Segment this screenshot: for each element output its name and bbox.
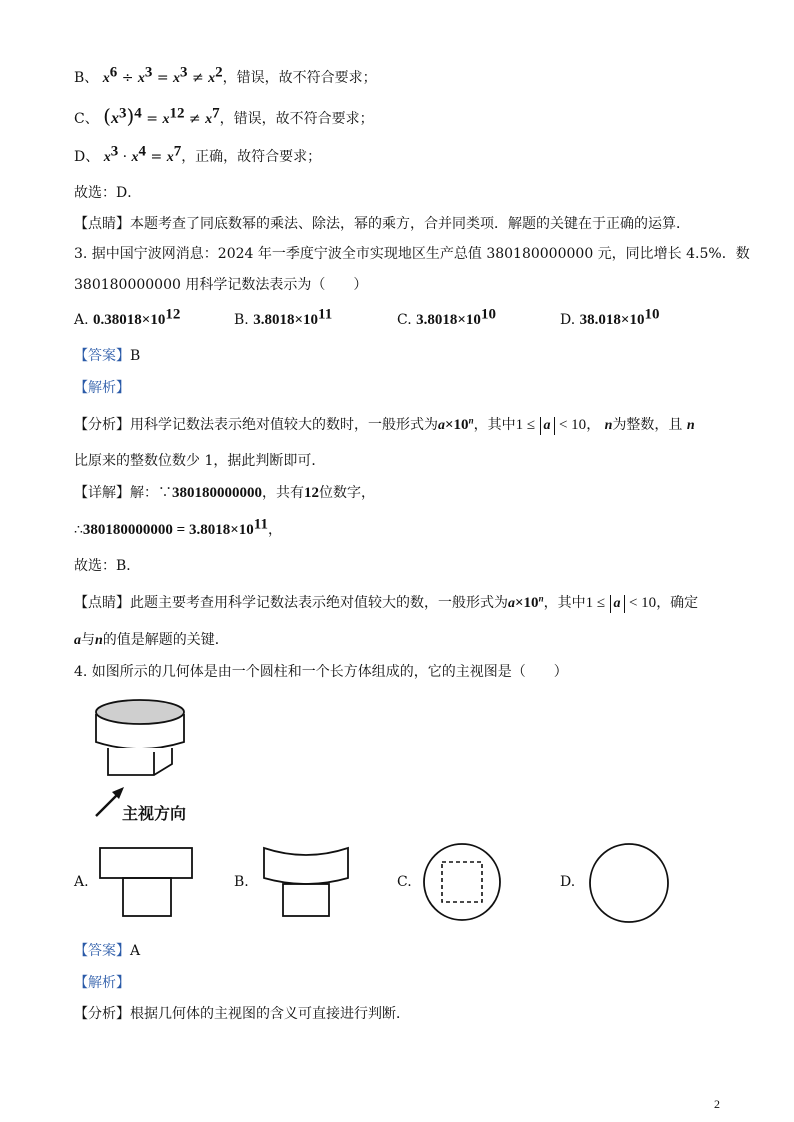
q2-choice: 故选：D．: [74, 185, 142, 201]
q4-option-c-label: C.: [397, 874, 412, 890]
q4-option-d-label: D.: [560, 874, 576, 890]
q3-choice: 故选：B．: [74, 558, 141, 574]
q4-stem: 4. 如图所示的几何体是由一个圆柱和一个长方体组成的，它的主视图是（ ）: [74, 664, 568, 680]
q3-stem-line1: 3. 据中国宁波网消息：2024 年一季度宁波全市实现地区生产总值 380180000000 元，同比增长 4.5%．数: [74, 246, 750, 262]
q4-option-c-figure: [420, 840, 504, 924]
page-number: 2: [714, 1097, 720, 1111]
q4-option-b-label: B.: [234, 874, 249, 890]
q3-fenxi-line2: 比原来的整数位数少 1，据此判断即可．: [74, 453, 326, 469]
q4-answer: 【答案】A: [74, 943, 141, 959]
q3-dianjing-line2: a与n的值是解题的关键．: [74, 632, 229, 648]
view-direction-label: 主视方向: [122, 806, 187, 823]
q4-option-a-label: A.: [74, 874, 89, 890]
q3-analysis-tag: 【解析】: [74, 380, 130, 396]
q3-xiangjie: 【详解】解：∵380180000000，共有12位数字，: [74, 485, 375, 501]
q4-option-b-figure: [260, 844, 352, 920]
q2-comment: 【点睛】本题考查了同底数幂的乘法、除法，幂的乘方，合并同类项．解题的关键在于正确的运算．: [74, 216, 690, 232]
q3-option-d: D. $38.018\times 10^{10}$: [560, 306, 660, 328]
q2-option-d: D、 $x^3 \cdot x^4 = x^7$，正确，故符合要求；: [74, 143, 322, 165]
q3-option-b: B. $3.8018\times 10^{11}$: [234, 306, 333, 328]
q4-option-a-figure: [98, 846, 194, 920]
q4-fenxi: 【分析】根据几何体的主视图的含义可直接进行判断．: [74, 1006, 410, 1022]
q3-stem-line2: 380180000000 用科学记数法表示为（ ）: [74, 277, 368, 293]
q3-fenxi: 【分析】用科学记数法表示绝对值较大的数时，一般形式为$a\times 10^n$，其中1 ≤ a < 10， n为整数，且 n: [74, 415, 695, 433]
q4-analysis-tag: 【解析】: [74, 975, 130, 991]
q2-option-c: C、 $(x^3)^4 = x^{12} \ne x^7$，错误，故不符合要求；: [74, 104, 374, 128]
q3-result: ∴380180000000 = $3.8018\times 10^{11}$，: [74, 516, 282, 538]
q3-option-c: C. $3.8018\times 10^{10}$: [397, 306, 496, 328]
q4-option-d-figure: [586, 840, 672, 926]
q3-dianjing: 【点睛】此题主要考查用科学记数法表示绝对值较大的数，一般形式为$a\times 10^n$，其中1 ≤ a < 10，确定: [74, 593, 699, 611]
q3-option-a: A. $0.38018\times 10^{12}$: [74, 306, 181, 328]
q2-option-b: B、 $x^6 \div x^3 = x^3 \ne x^2$，错误，故不符合要求；: [74, 64, 377, 86]
q3-answer: 【答案】B: [74, 348, 141, 364]
